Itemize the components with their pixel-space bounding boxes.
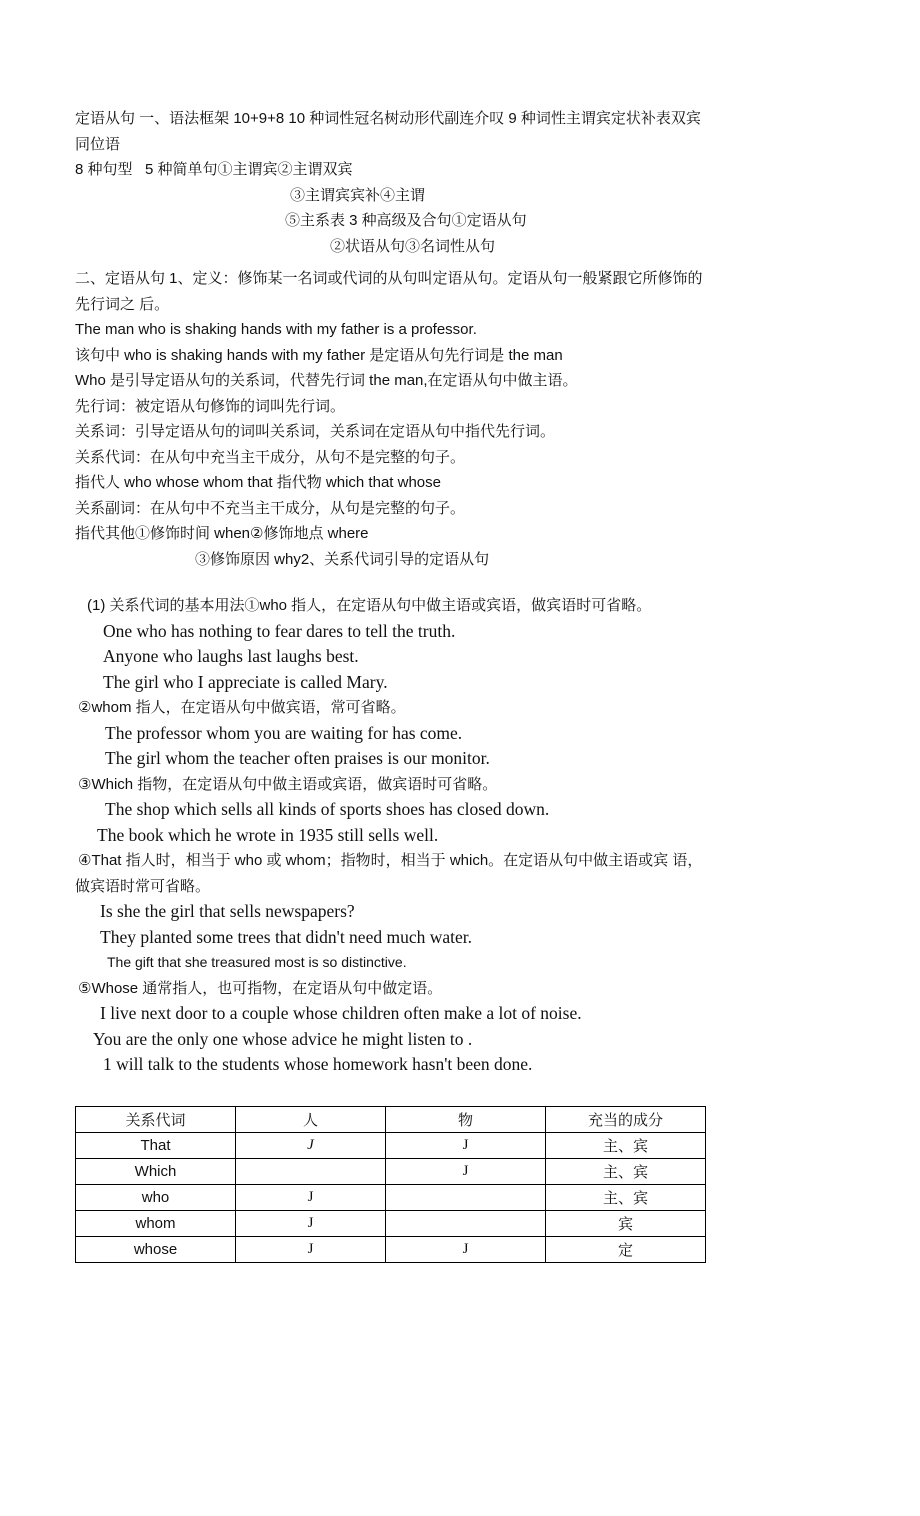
table-cell: 主、宾	[546, 1158, 706, 1184]
text-line: 先行词之 后。	[75, 295, 170, 313]
text-line: 做宾语时常可省略。	[75, 877, 211, 895]
table-header-cell: 关系代词	[76, 1106, 236, 1132]
text-line: 二、定语从句 1、定义：修饰某一名词或代词的从句叫定语从句。定语从句一般紧跟它所修饰的	[75, 270, 703, 287]
table-cell	[386, 1184, 546, 1210]
table-cell: J	[386, 1158, 546, 1184]
text-line: The book which he wrote in 1935 still sells well.	[97, 824, 439, 845]
text-line: 指代人 who whose whom that 指代物 which that whose	[75, 474, 441, 491]
text-line: ②whom 指人，在定语从句中做宾语，常可省略。	[78, 699, 406, 716]
table-cell: J	[236, 1236, 386, 1262]
text-line: 8 种句型 5 种简单句①主谓宾②主谓双宾	[75, 161, 353, 178]
table-row	[76, 1132, 706, 1158]
text-line: Who 是引导定语从句的关系词，代替先行词 the man,在定语从句中做主语。	[75, 372, 578, 389]
text-line: (1) 关系代词的基本用法①who 指人，在定语从句中做主语或宾语，做宾语时可省略。	[87, 597, 652, 614]
table-header-cell: 物	[386, 1106, 546, 1132]
table-cell: 宾	[546, 1210, 706, 1236]
text-line: ⑤主系表 3 种高级及合句①定语从句	[285, 212, 527, 229]
table-row	[76, 1236, 706, 1262]
text-line: 关系代词：在从句中充当主干成分，从句不是完整的句子。	[75, 448, 466, 466]
table-header-cell: 人	[236, 1106, 386, 1132]
table-cell	[386, 1210, 546, 1236]
text-line: ③修饰原因 why2、关系代词引导的定语从句	[195, 550, 490, 568]
table-header-row	[76, 1106, 706, 1132]
text-line: You are the only one whose advice he might listen to .	[93, 1028, 473, 1049]
table-cell	[236, 1158, 386, 1184]
text-line: Is she the girl that sells newspapers?	[100, 901, 355, 921]
text-line: 该句中 who is shaking hands with my father 是定语从句先行词是 the man	[75, 346, 563, 364]
table-row	[76, 1184, 706, 1210]
text-line: The girl who I appreciate is called Mary.	[103, 671, 388, 692]
table-cell: 主、宾	[546, 1132, 706, 1158]
text-line: 关系副词：在从句中不充当主干成分，从句是完整的句子。	[75, 499, 466, 517]
table-row	[76, 1210, 706, 1236]
text-line: 关系词：引导定语从句的词叫关系词，关系词在定语从句中指代先行词。	[75, 423, 556, 440]
text-line: I live next door to a couple whose children often make a lot of noise.	[100, 1003, 582, 1023]
table-row	[76, 1158, 706, 1184]
text-line: 定语从句 一、语法框架 10+9+8 10 种词性冠名树动形代副连介叹 9 种词性主谓宾定状补表双宾	[75, 110, 701, 127]
table-body	[76, 1132, 706, 1262]
table-cell: J	[386, 1132, 546, 1158]
relative-pronoun-table	[75, 1106, 706, 1263]
text-lines	[75, 106, 848, 1078]
text-line: The gift that she treasured most is so distinctive.	[107, 954, 407, 970]
table-cell: J	[236, 1132, 386, 1158]
table-cell: 定	[546, 1236, 706, 1262]
text-line: ④That 指人时，相当于 who 或 whom；指物时，相当于 which。在定语从句中做主语或宾 语，	[78, 852, 703, 869]
text-line: The girl whom the teacher often praises is our monitor.	[105, 748, 490, 768]
text-line: ⑤Whose 通常指人，也可指物，在定语从句中做定语。	[78, 979, 443, 997]
text-line: 同位语	[75, 135, 121, 153]
table-cell: whose	[76, 1236, 236, 1262]
text-line: They planted some trees that didn't need much water.	[100, 926, 472, 947]
text-line: ②状语从句③名词性从句	[330, 237, 496, 255]
table-header-cell: 充当的成分	[546, 1106, 706, 1132]
text-line: ③主谓宾宾补④主谓	[290, 186, 426, 204]
text-line: The professor whom you are waiting for has come.	[105, 722, 463, 743]
text-line: 1 will talk to the students whose homework hasn't been done.	[103, 1054, 533, 1074]
table-cell: 主、宾	[546, 1184, 706, 1210]
text-line: ③Which 指物，在定语从句中做主语或宾语，做宾语时可省略。	[78, 775, 498, 793]
text-line: Anyone who laughs last laughs best.	[103, 646, 359, 666]
text-line: The man who is shaking hands with my father is a professor.	[75, 321, 477, 338]
table-cell: whom	[76, 1210, 236, 1236]
text-line: The shop which sells all kinds of sports shoes has closed down.	[105, 799, 550, 819]
table-cell: That	[76, 1132, 236, 1158]
table-cell: who	[76, 1184, 236, 1210]
table-cell: J	[236, 1210, 386, 1236]
table-cell: J	[386, 1236, 546, 1262]
table-cell: Which	[76, 1158, 236, 1184]
text-line: One who has nothing to fear dares to tell the truth.	[103, 620, 456, 641]
text-line: 先行词：被定语从句修饰的词叫先行词。	[75, 397, 346, 415]
table-cell: J	[236, 1184, 386, 1210]
text-line: 指代其他①修饰时间 when②修饰地点 where	[75, 525, 369, 542]
